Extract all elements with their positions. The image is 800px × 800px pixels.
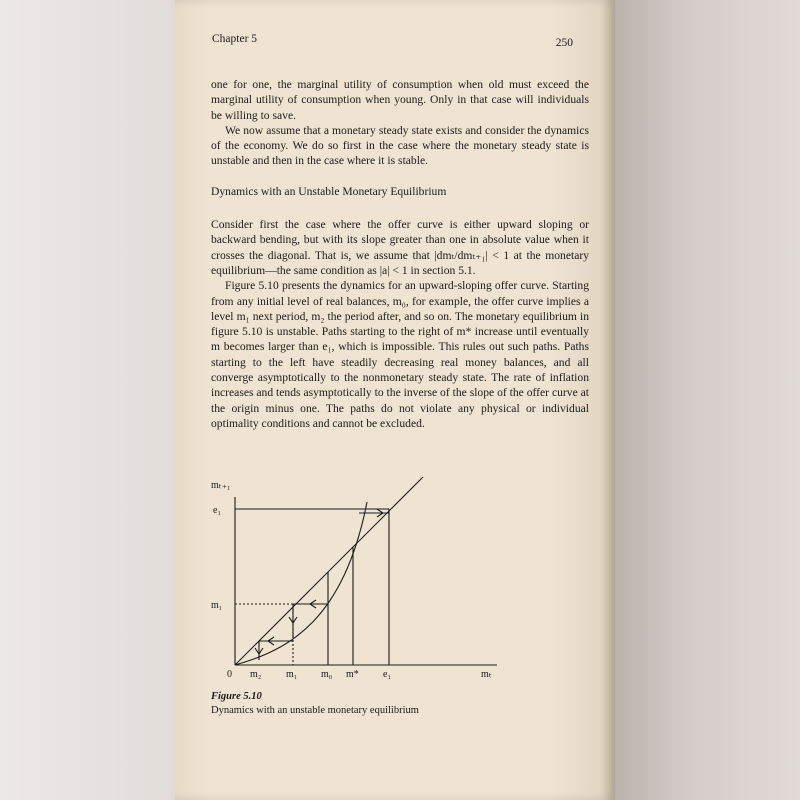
origin-label: 0 (227, 669, 232, 680)
caption-text: Dynamics with an unstable monetary equilibrium (211, 705, 419, 716)
body-text (211, 77, 589, 431)
paragraph: We now assume that a monetary steady state exists and consider the dynamics of the economy. We do so first in the case where the monetary steady state is unstable and then in the case where it is stable. (211, 123, 589, 168)
section-heading: Dynamics with an Unstable Monetary Equilibrium (211, 184, 447, 198)
background-right (612, 0, 800, 800)
page-number: 250 (555, 37, 573, 49)
book-page (175, 0, 615, 800)
background-left (0, 0, 175, 800)
diagonal-45-line (235, 477, 423, 665)
tick-label-m1: m₁ (211, 600, 223, 611)
tick-label-m-star: m* (346, 669, 359, 680)
tick-label-m1: m₁ (286, 669, 298, 680)
chapter-label: Chapter 5 (212, 33, 258, 45)
tick-label-e1: e₁ (213, 505, 221, 516)
paragraph: Figure 5.10 presents the dynamics for an upward-sloping offer curve. Starting from any initial level of real balances, m₀, for example, the offer curve implies a level m₁ next period, m₂ the period after, and so on. The monetary equilibrium in figure 5.10 is unstable. Paths starting to the right of m* increase until eventually m becomes larger than e₁, which is impossible. This rules out such paths. Paths starting to the left have steadily decreasing real money balances, and all converge asymptotically to the nonmonetary steady state. The rate of inflation increases and tends asymptotically to the inverse of the slope of the offer curve at the origin minus one. The paths do not violate any physical or individual optimality conditions and cannot be excluded. (211, 279, 589, 430)
y-axis-label: mₜ₊₁ (211, 480, 231, 491)
figure-caption (211, 690, 419, 718)
tick-label-e1: e₁ (383, 669, 391, 680)
caption-title: Figure 5.10 (211, 691, 262, 702)
paragraph: one for one, the marginal utility of consumption when old must exceed the marginal utility of consumption when young. Only in that case will individuals be willing to save. (211, 78, 589, 122)
offer-curve (235, 502, 367, 665)
paragraph: Consider first the case where the offer curve is either upward sloping or backward bending, but with its slope greater than one in absolute value when it crosses the diagonal. That is, we assume that |dmₜ/dmₜ₊₁| < 1 at the monetary equilibrium—the same condition as |a| < 1 in section 5.1. (211, 218, 589, 277)
tick-label-m0: m₀ (321, 669, 333, 680)
figure-5-10-diagram (199, 470, 499, 692)
tick-label-m2: m₂ (250, 669, 262, 680)
x-axis-label: mₜ (481, 669, 492, 680)
